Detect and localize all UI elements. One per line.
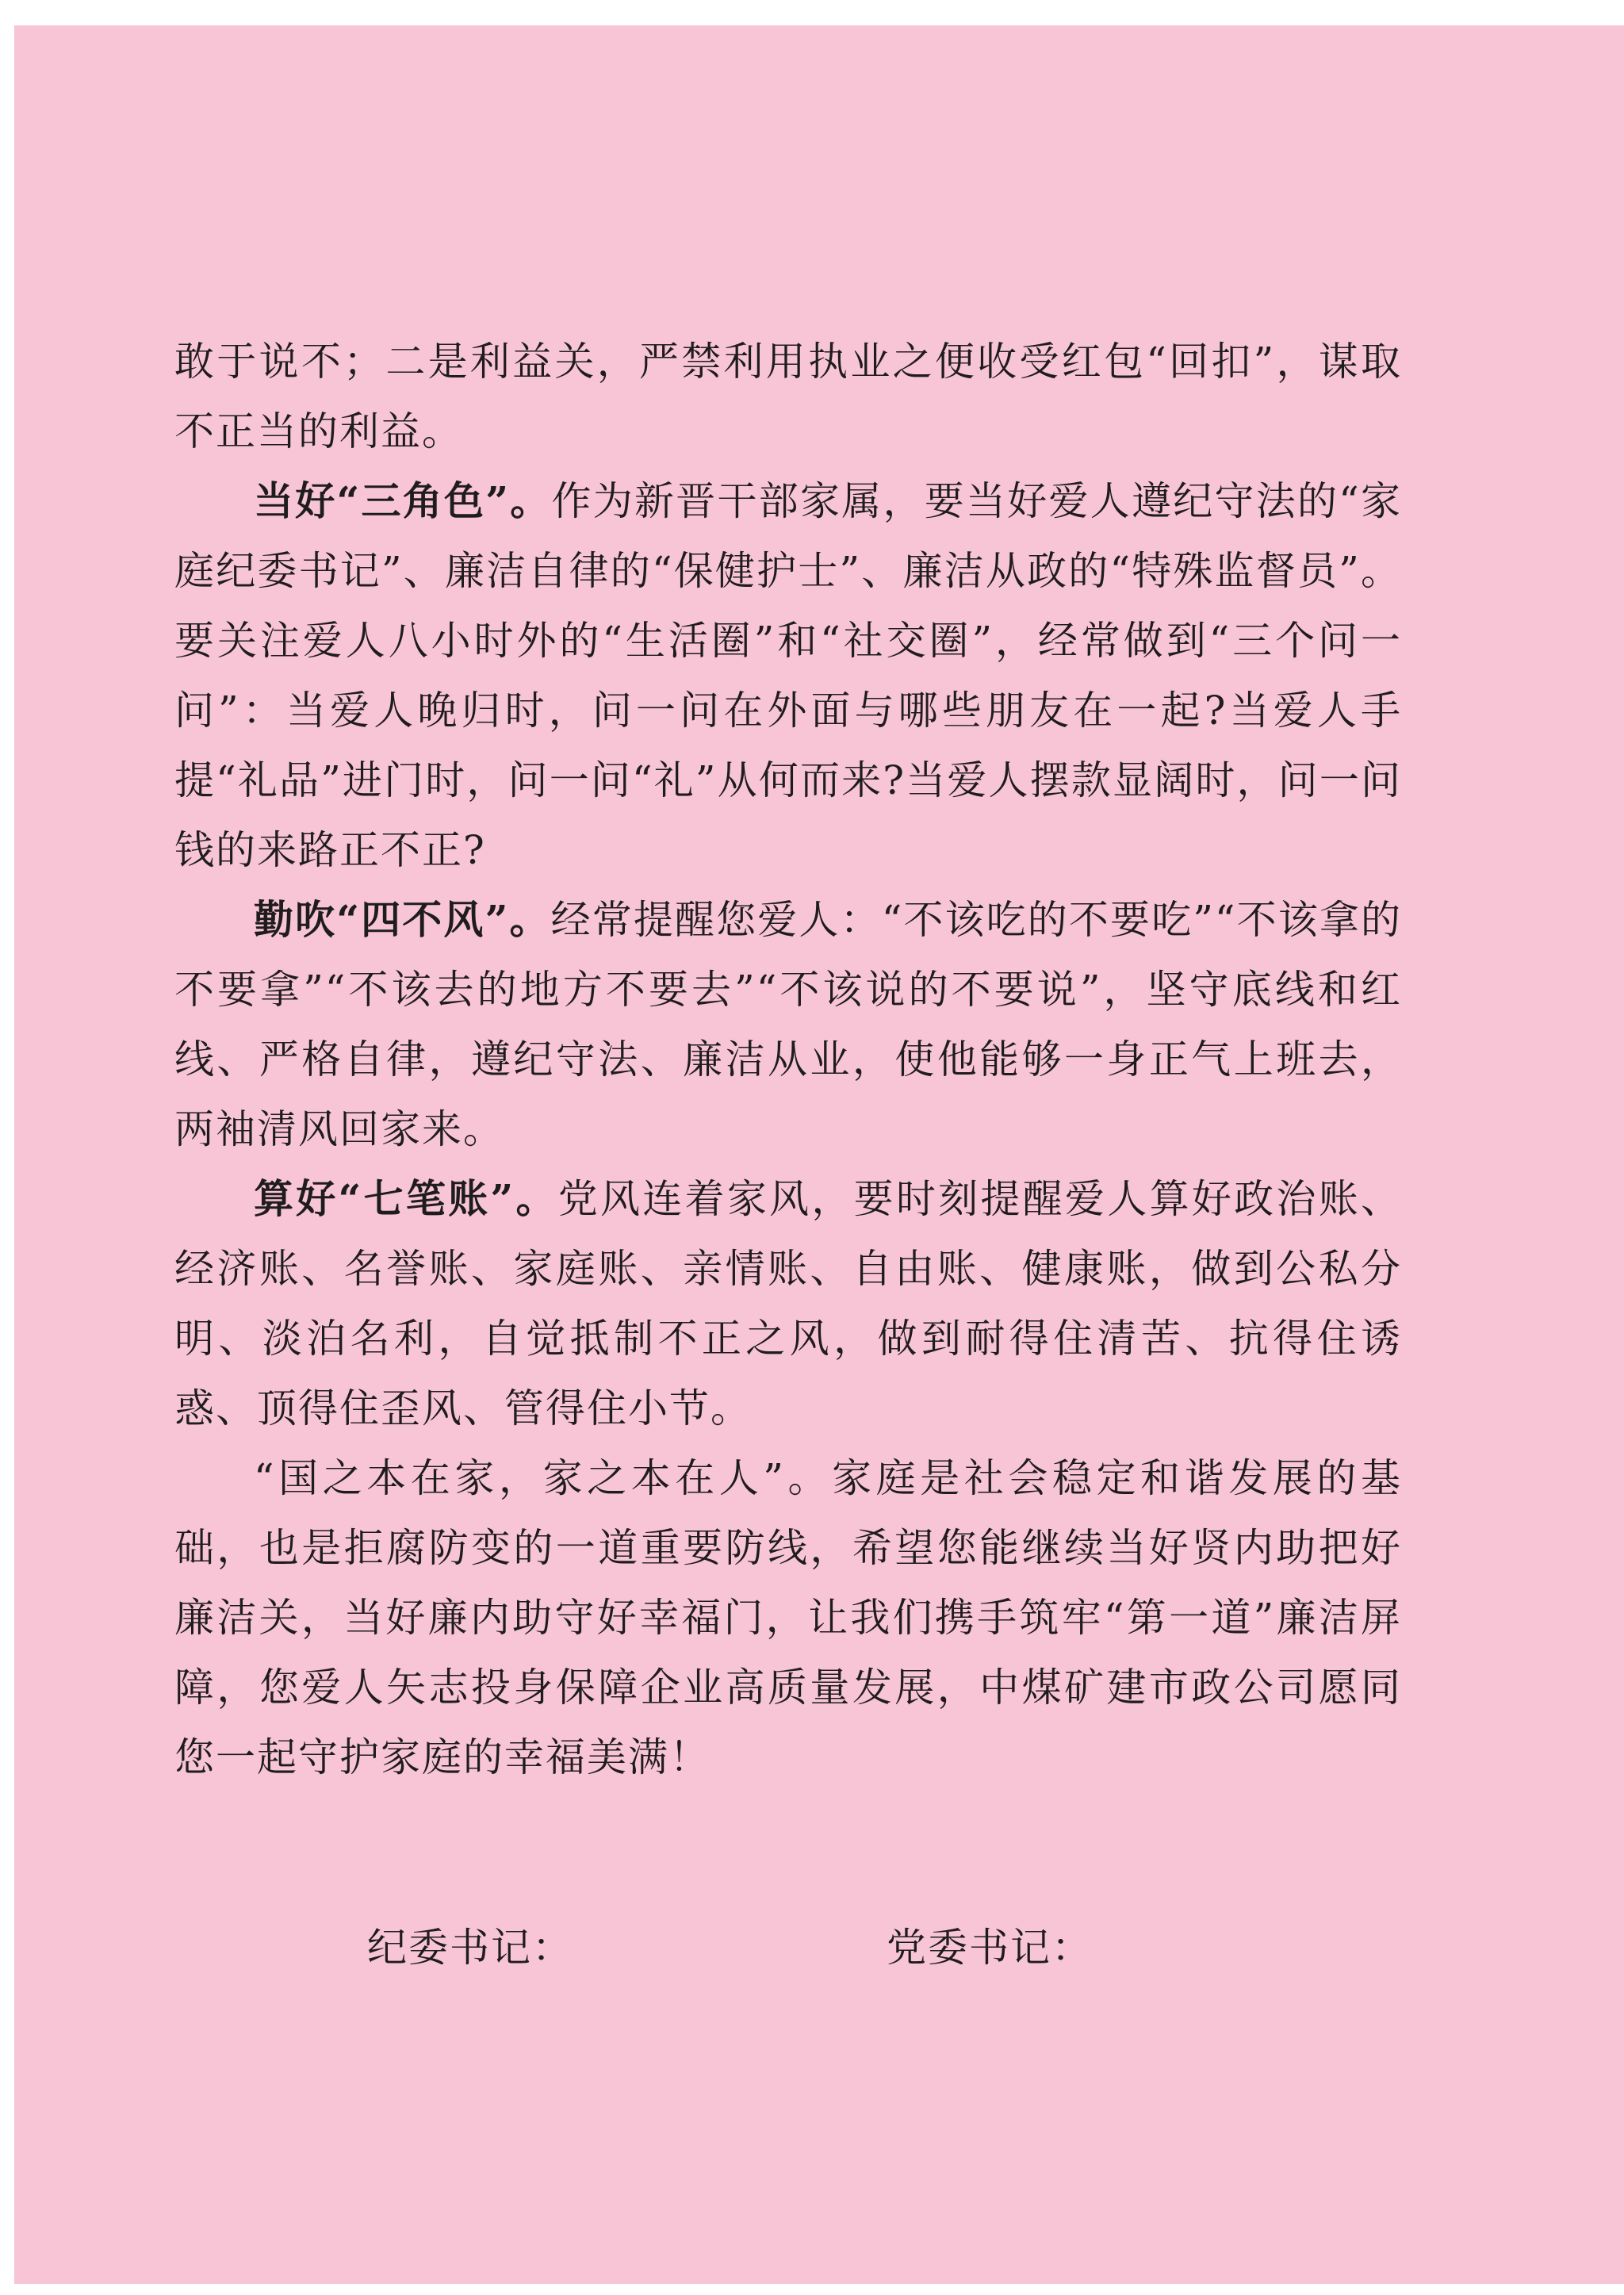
paragraph-heading: 勤吹“四不风”。 bbox=[254, 896, 551, 943]
discipline-secretary-signature-label: 纪委书记： bbox=[367, 1925, 573, 1971]
paragraph-seven-accounts bbox=[174, 1164, 1402, 1443]
party-secretary-signature-label: 党委书记： bbox=[887, 1925, 1093, 1971]
paragraph-text: 作为新晋干部家属，要当好爱人遵纪守法的“家庭纪委书记”、廉洁自律的“保健护士”、廉洁从政的“特殊监督员”。要关注爱人八小时外的“生活圈”和“社交圈”，经常做到“三个问一问”：当爱人晚归时，问一问在外面与哪些朋友在一起?当爱人手提“礼品”进门时，问一问“礼”从何而来?当爱人摆款显阔时，问一问钱的来路正不正? bbox=[174, 478, 1402, 873]
letter-page bbox=[14, 25, 1624, 2284]
paragraph-continued bbox=[174, 327, 1402, 466]
paragraph-text: 党风连着家风，要时刻提醒爱人算好政治账、经济账、名誉账、家庭账、亲情账、自由账、健康账，做到公私分明、淡泊名利，自觉抵制不正之风，做到耐得住清苦、抗得住诱惑、顶得住歪风、管得住小节。 bbox=[174, 1176, 1402, 1431]
paragraph-three-roles bbox=[174, 466, 1402, 885]
paragraph-heading: 当好“三角色”。 bbox=[254, 477, 552, 524]
letter-body bbox=[174, 327, 1402, 1792]
paragraph-text: “国之本在家，家之本在人”。家庭是社会稳定和谐发展的基础，也是拒腐防变的一道重要防线，希望您能继续当好贤内助把好廉洁关，当好廉内助守好幸福门，让我们携手筑牢“第一道”廉洁屏障，您爱人矢志投身保障企业高质量发展，中煤矿建市政公司愿同您一起守护家庭的幸福美满！ bbox=[174, 1455, 1402, 1780]
paragraph-closing bbox=[174, 1443, 1402, 1792]
paragraph-four-nots bbox=[174, 885, 1402, 1164]
paragraph-heading: 算好“七笔账”。 bbox=[254, 1175, 558, 1222]
paragraph-text: 经常提醒您爱人：“不该吃的不要吃”“不该拿的不要拿”“不该去的地方不要去”“不该说的不要说”，坚守底线和红线、严格自律，遵纪守法、廉洁从业，使他能够一身正气上班去，两袖清风回家来。 bbox=[174, 897, 1402, 1152]
paragraph-text: 敢于说不；二是利益关，严禁利用执业之便收受红包“回扣”，谋取不正当的利益。 bbox=[174, 339, 1402, 454]
